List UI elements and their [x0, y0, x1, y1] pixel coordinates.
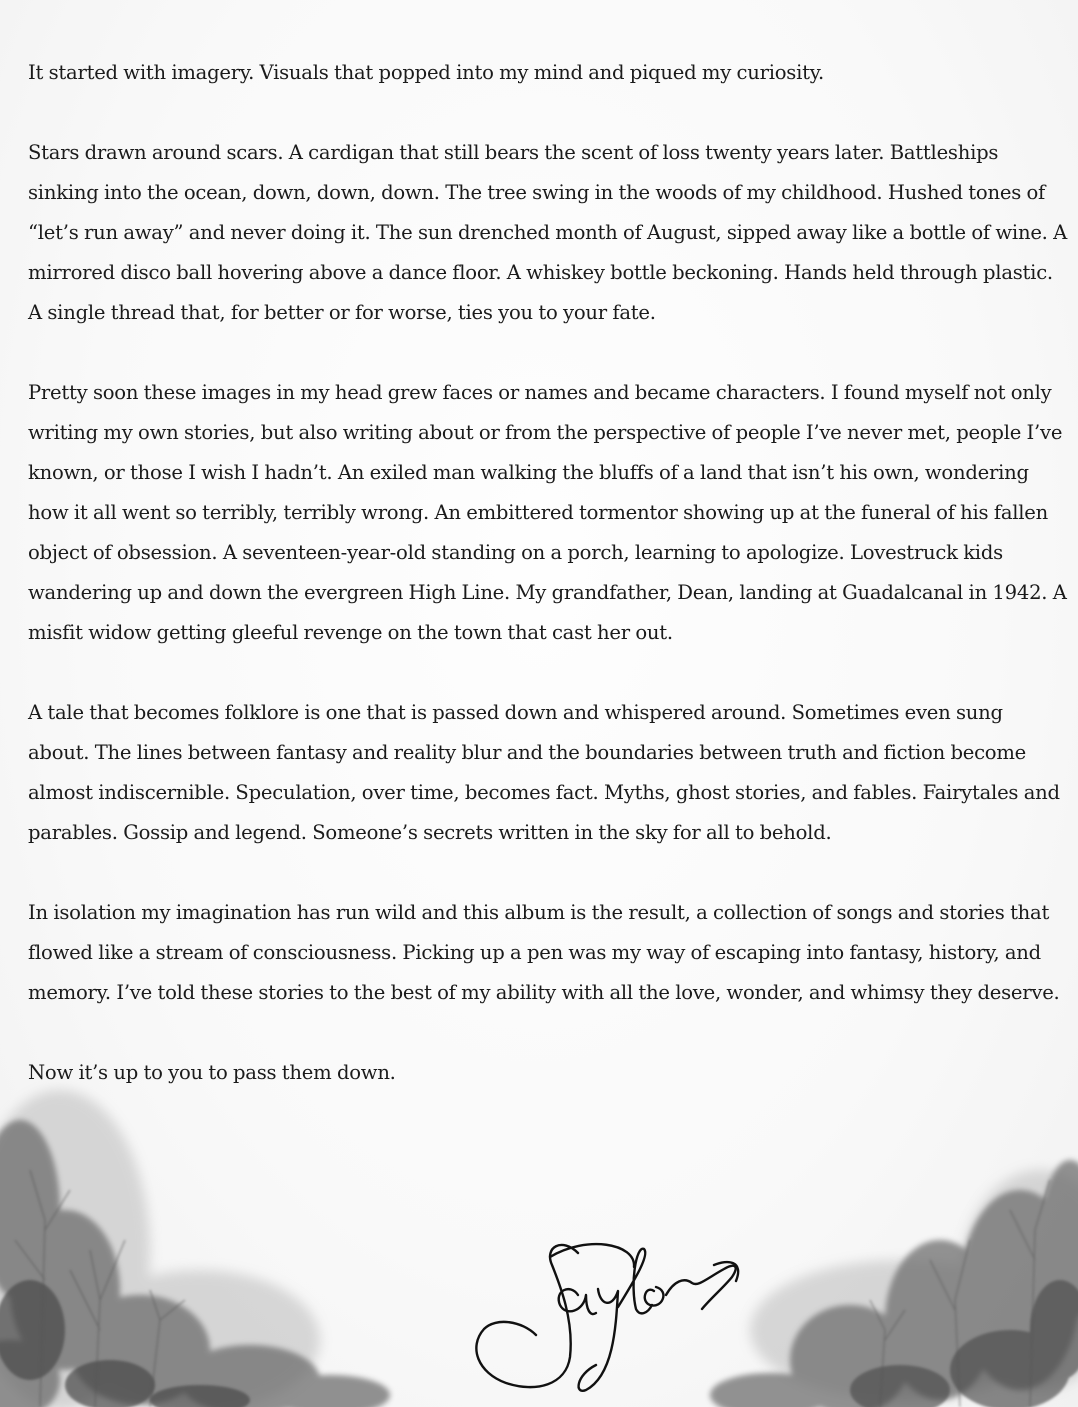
paragraph-1: It started with imagery. Visuals that popped into my mind and piqued my curiosity.	[28, 61, 824, 84]
paragraph-5: In isolation my imagination has run wild and this album is the result, a collection of songs and stories that flowed like a stream of consciousness. Picking up a pen was my way of escaping into fantasy, history, and memory. I’ve told these stories to the best of my ability with all the love, wonder, and whimsy they deserve.	[28, 901, 1060, 1004]
paragraph-2: Stars drawn around scars. A cardigan that still bears the scent of loss twenty years later. Battleships sinking into the ocean, down, down, down. The tree swing in the woods of my childhood. Hushed tones of “let’s run away” and never doing it. The sun drenched month of August, sipped away like a bottle of wine. A mirrored disco ball hovering above a dance floor. A whiskey bottle beckoning. Hands held through plastic. A single thread that, for better or for worse, ties you to your fate.	[28, 141, 1068, 324]
paragraph-3: Pretty soon these images in my head grew faces or names and became characters. I found myself not only writing my own stories, but also writing about or from the perspective of people I’ve never met, people I’ve known, or those I wish I hadn’t. An exiled man walking the bluffs of a land that isn’t his own, wondering how it all went so terribly, terribly wrong. An embittered tormentor showing up at the funeral of his fallen object of obsession. A seventeen-year-old standing on a porch, learning to apologize. Lovestruck kids wandering up and down the evergreen High Line. My grandfather, Dean, landing at Guadalcanal in 1942. A misfit widow getting gleeful revenge on the town that cast her out.	[28, 381, 1067, 644]
paragraph-4: A tale that becomes folklore is one that is passed down and whispered around. Sometimes even sung about. The lines between fantasy and reality blur and the boundaries between truth and fiction become almost indiscernible. Speculation, over time, becomes fact. Myths, ghost stories, and fables. Fairytales and parables. Gossip and legend. Someone’s secrets written in the sky for all to behold.	[28, 701, 1060, 844]
letter-body	[28, 53, 1068, 1093]
closing-line: Now it’s up to you to pass them down.	[28, 1061, 396, 1084]
handwritten-signature	[466, 1225, 766, 1400]
